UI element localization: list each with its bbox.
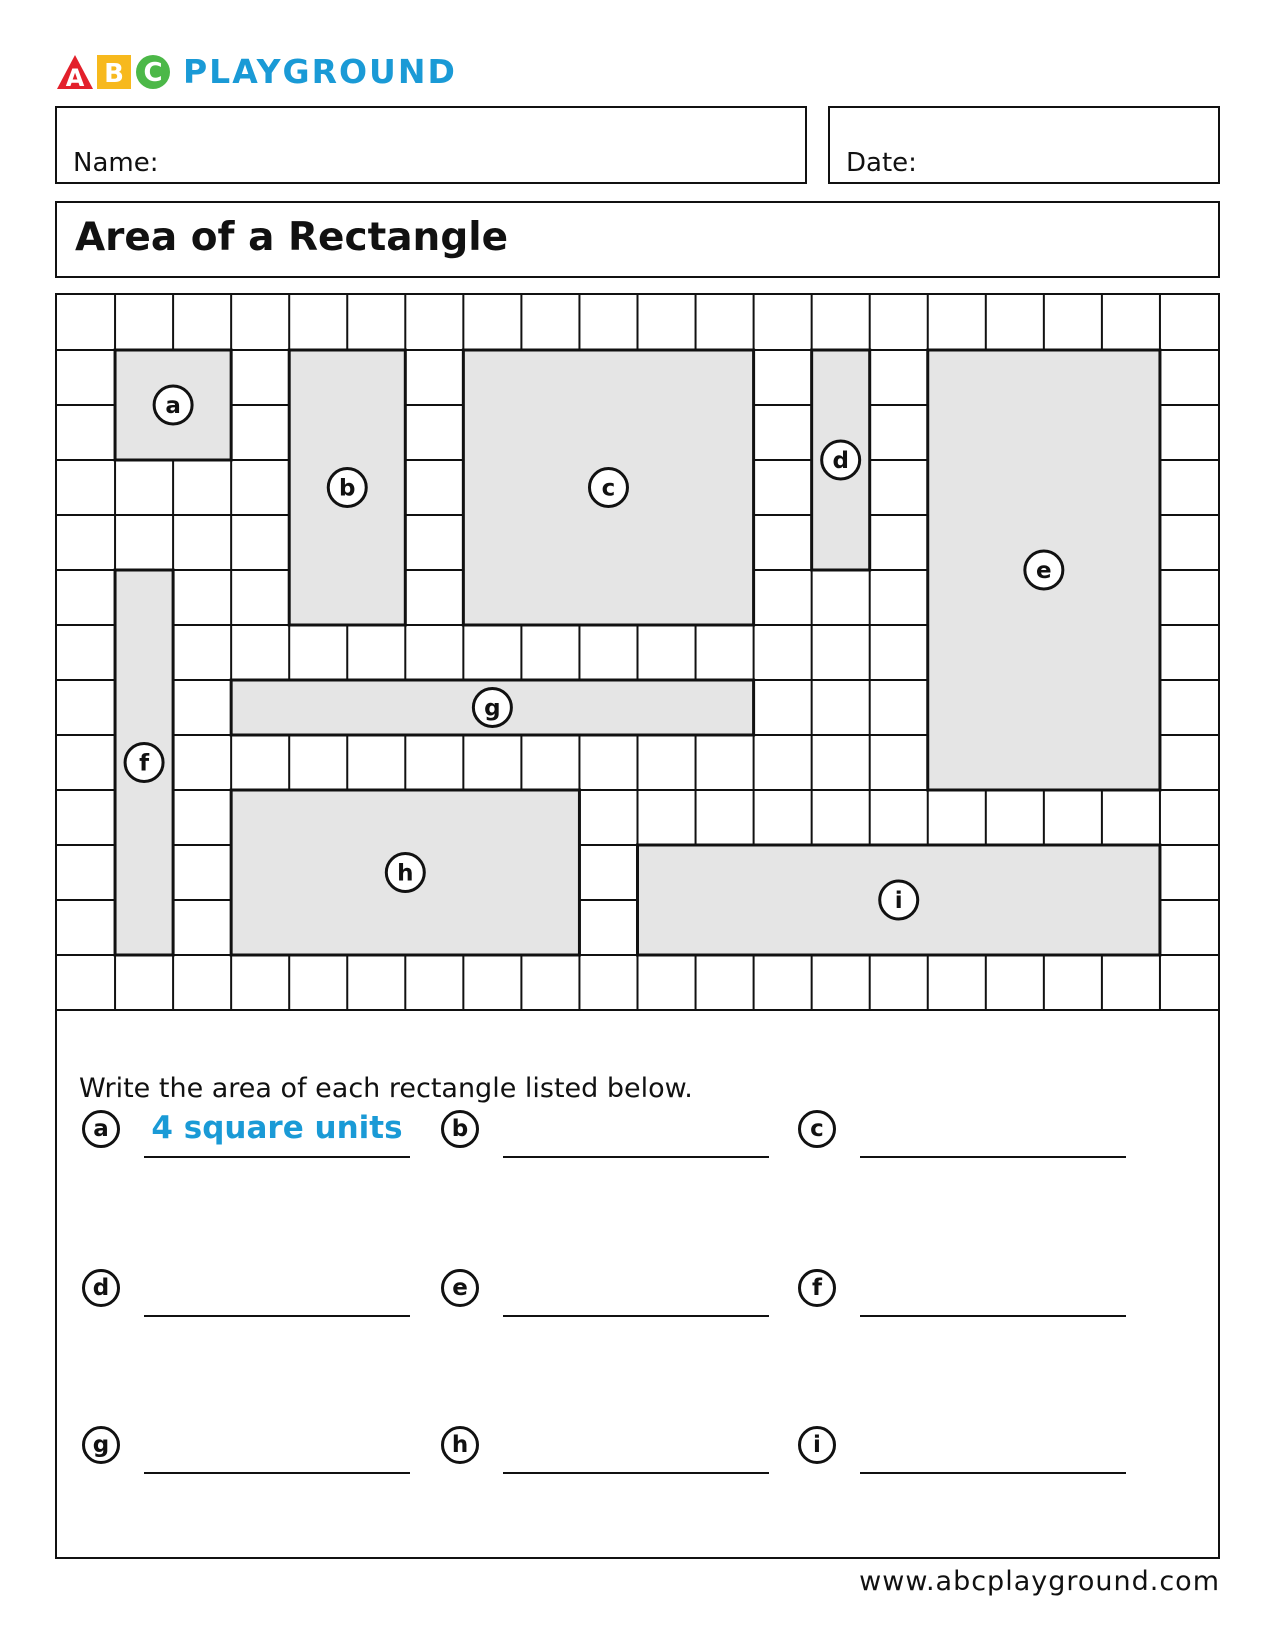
answer-label-i: i	[798, 1426, 836, 1464]
answer-line	[144, 1472, 410, 1474]
page-title: Area of a Rectangle	[75, 215, 509, 260]
rectangle-b	[289, 350, 405, 625]
answer-e	[441, 1269, 801, 1329]
worksheet-area	[55, 293, 1220, 1559]
footer-url: www.abcplayground.com	[859, 1566, 1220, 1597]
name-field[interactable]	[55, 106, 807, 184]
rectangle-c	[463, 350, 753, 625]
answer-g	[82, 1426, 442, 1486]
answer-line	[860, 1472, 1126, 1474]
title-box	[55, 201, 1220, 278]
answer-line	[144, 1315, 410, 1317]
answer-i	[798, 1426, 1158, 1486]
answer-line	[860, 1315, 1126, 1317]
answer-label-f: f	[798, 1269, 836, 1307]
rectangle-label-e: e	[1036, 558, 1052, 584]
answer-line	[144, 1156, 410, 1158]
rectangle-h	[231, 790, 579, 955]
answer-label-e: e	[441, 1269, 479, 1307]
rectangle-label-a: a	[165, 393, 181, 419]
answer-label-h: h	[441, 1426, 479, 1464]
rectangle-label-g: g	[484, 695, 501, 722]
answer-line	[860, 1156, 1126, 1158]
name-label: Name:	[73, 148, 159, 178]
logo-letter-a: A	[65, 64, 85, 91]
rectangle-f	[115, 570, 173, 955]
answer-label-g: g	[82, 1426, 120, 1464]
rectangle-label-f: f	[139, 750, 150, 777]
answer-label-b: b	[441, 1110, 479, 1148]
answer-d	[82, 1269, 442, 1329]
rectangle-label-b: b	[339, 475, 356, 502]
answer-line	[503, 1315, 769, 1317]
answer-label-d: d	[82, 1269, 120, 1307]
answer-f	[798, 1269, 1158, 1329]
instructions: Write the area of each rectangle listed below.	[79, 1073, 693, 1104]
date-label: Date:	[846, 148, 917, 178]
answer-c	[798, 1110, 1158, 1170]
rectangle-a	[115, 350, 231, 460]
rectangle-g	[231, 680, 753, 735]
logo-letter-c: C	[143, 58, 163, 88]
rectangle-label-h: h	[397, 860, 414, 887]
rectangle-label-i: i	[894, 888, 903, 914]
logo-letter-b: B	[104, 59, 124, 89]
answer-line	[503, 1156, 769, 1158]
logo-letters-icon	[55, 53, 175, 91]
answer-value-a[interactable]: 4 square units	[151, 1110, 403, 1146]
rectangle-grid	[57, 295, 1218, 1028]
answer-line	[503, 1472, 769, 1474]
answer-h	[441, 1426, 801, 1486]
answer-label-c: c	[798, 1110, 836, 1148]
rectangle-label-c: c	[601, 475, 616, 502]
rectangle-e	[928, 350, 1160, 790]
answer-a	[82, 1110, 442, 1170]
date-field[interactable]	[828, 106, 1220, 184]
abc-playground-logo	[55, 53, 457, 91]
rectangle-i	[638, 845, 1160, 955]
rectangle-label-d: d	[832, 448, 849, 474]
answer-label-a: a	[82, 1110, 120, 1148]
rectangle-d	[812, 350, 870, 570]
logo-text: PLAYGROUND	[183, 52, 457, 91]
answer-b	[441, 1110, 801, 1170]
